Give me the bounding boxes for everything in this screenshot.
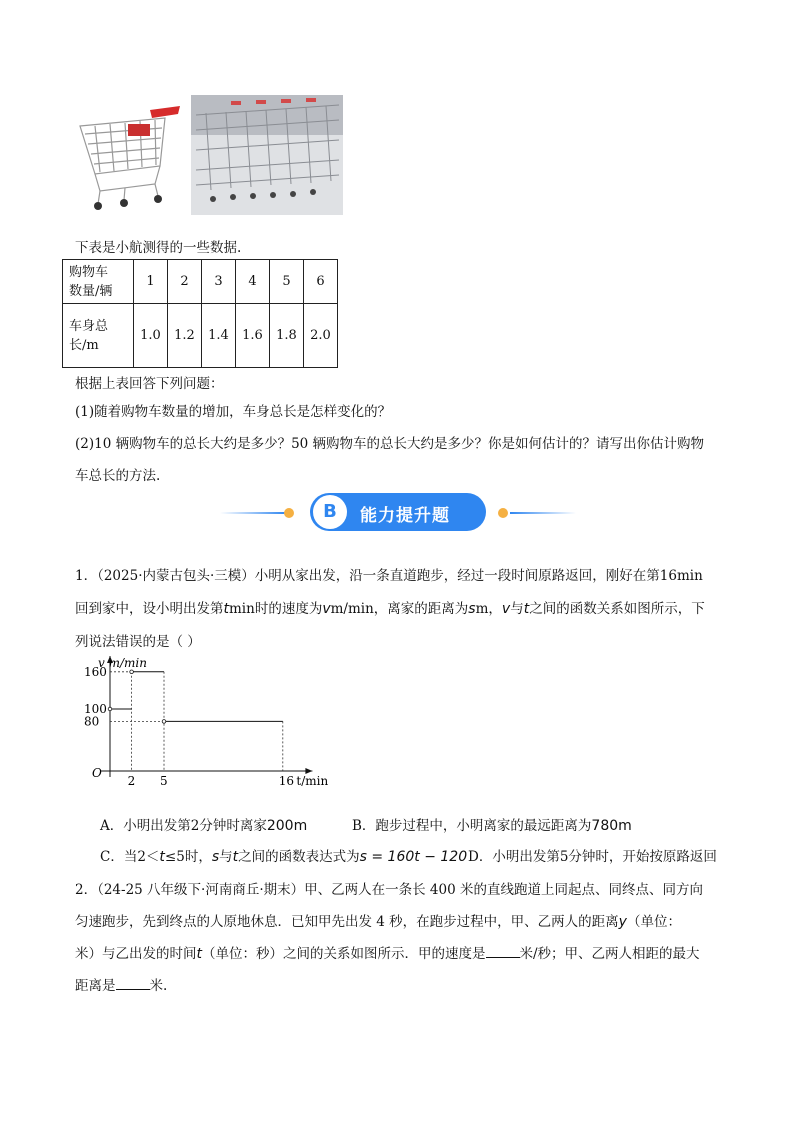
velocity-time-chart xyxy=(60,650,329,790)
y-tick-label: 160 xyxy=(84,664,107,679)
table-cell: 3 xyxy=(202,260,236,304)
instruction-text: 根据上表回答下列问题： xyxy=(75,376,224,392)
problem-2-line-2: 匀速跑步，先到终点的人原地休息．已知甲先出发 4 秒，在跑步过程中，甲、乙两人的距离y（单位： xyxy=(75,914,681,930)
data-point xyxy=(108,707,112,711)
table-cell: 1.8 xyxy=(270,304,304,368)
option-c[interactable]: C．当2＜t≤5时，s与t之间的函数表达式为s = 160t − 120 xyxy=(100,849,468,865)
x-tick-label: 5 xyxy=(160,774,168,788)
x-tick-label: 16 xyxy=(278,774,295,788)
table-cell: 1.4 xyxy=(202,304,236,368)
question-2-line-2: 车总长的方法. xyxy=(75,468,161,484)
section-banner xyxy=(220,492,580,532)
y-tick-label: 80 xyxy=(84,714,100,729)
answer-blank-speed[interactable] xyxy=(486,945,520,958)
intro-text: 下表是小航测得的一些数据. xyxy=(75,240,242,256)
x-axis-label: t/min xyxy=(296,774,329,788)
shopping-cart-photo xyxy=(70,96,186,214)
table-cell: 1 xyxy=(134,260,168,304)
option-b[interactable]: B．跑步过程中，小明离家的最远距离为780m xyxy=(352,818,632,834)
y-axis-label: v m/min xyxy=(98,656,147,670)
section-letter: B xyxy=(323,501,337,522)
data-table xyxy=(62,259,338,368)
problem-2-line-1: 2．（24-25 八年级下·河南商丘·期末）甲、乙两人在一条长 400 米的直线跑道上同起点、同终点、同方向 xyxy=(75,882,703,898)
table-cell: 5 xyxy=(270,260,304,304)
table-cell: 2.0 xyxy=(304,304,338,368)
option-d[interactable]: D．小明出发第5分钟时，开始按原路返回 xyxy=(468,849,717,865)
problem-2-line-4: 距离是 米. xyxy=(75,978,168,994)
table-cell: 6 xyxy=(304,260,338,304)
table-header-length: 车身总 长/m xyxy=(63,304,134,368)
problem-1-line-1: 1．（2025·内蒙古包头·三模）小明从家出发，沿一条直道跑步，经过一段时间原路返回，刚好在第16min xyxy=(75,568,703,584)
problem-1-line-3: 列说法错误的是（ ） xyxy=(75,634,201,650)
problem-2-line-3: 米）与乙出发的时间t（单位：秒）之间的关系如图所示．甲的速度是 米/秒；甲、乙两人相距的最大 xyxy=(75,946,700,962)
table-cell: 4 xyxy=(236,260,270,304)
question-2-line-1: (2)10 辆购物车的总长大约是多少？50 辆购物车的总长大约是多少？你是如何估计的？请写出你估计购物 xyxy=(75,436,705,452)
table-cell: 2 xyxy=(168,260,202,304)
table-cell: 1.6 xyxy=(236,304,270,368)
y-tick-label: 100 xyxy=(84,702,107,716)
section-title: 能力提升题 xyxy=(360,506,450,526)
option-a[interactable]: A．小明出发第2分钟时离家200m xyxy=(100,818,308,834)
answer-blank-distance[interactable] xyxy=(116,977,150,990)
x-tick-label: 2 xyxy=(127,774,136,788)
origin-label: O xyxy=(92,766,102,780)
table-cell: 1.2 xyxy=(168,304,202,368)
data-point xyxy=(130,670,134,674)
stacked-carts-photo xyxy=(191,95,343,215)
table-header-count: 购物车 数量/辆 xyxy=(63,260,134,304)
table-cell: 1.0 xyxy=(134,304,168,368)
problem-1-line-2: 回到家中，设小明出发第tmin时的速度为vm/min，离家的距离为sm，v与t之间的函数关系如图所示，下 xyxy=(75,601,705,617)
question-1: (1)随着购物车数量的增加，车身总长是怎样变化的？ xyxy=(75,404,392,420)
data-point xyxy=(162,720,166,724)
